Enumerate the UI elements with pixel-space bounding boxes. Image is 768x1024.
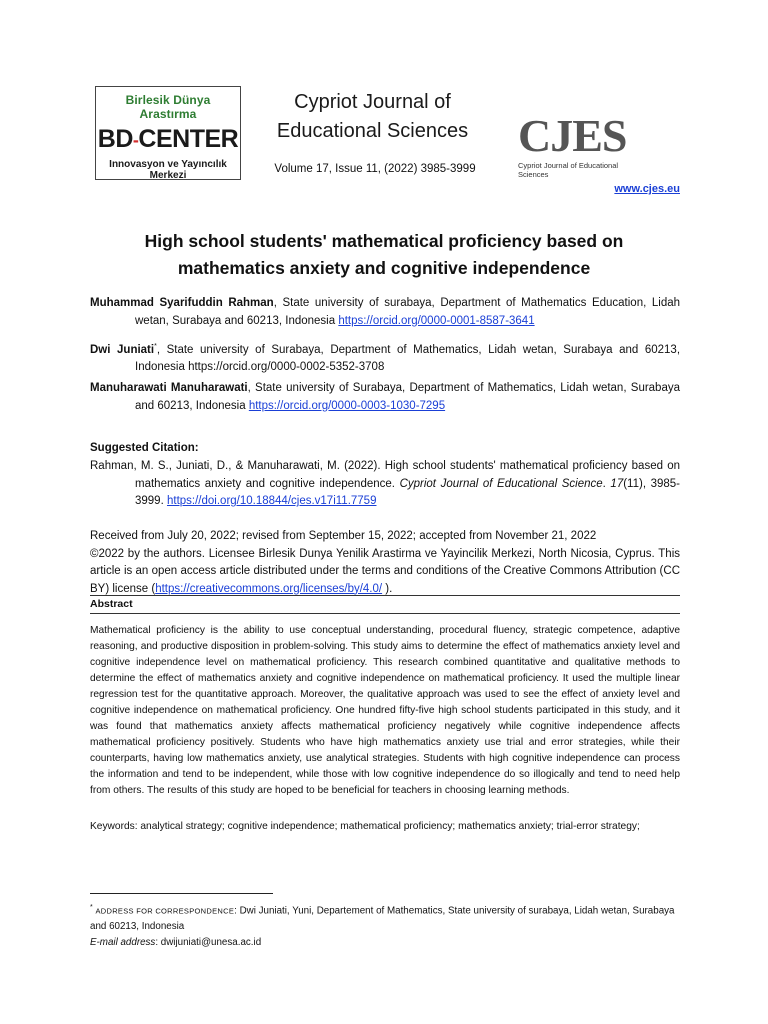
logo-brand-b: CENTER	[138, 125, 239, 153]
article-title-line1: High school students' mathematical proficiency based on	[144, 231, 624, 251]
volume-info: Volume 17, Issue 11, (2022) 3985-3999	[274, 163, 476, 175]
license-link[interactable]: https://creativecommons.org/licenses/by/4.0/	[155, 582, 383, 595]
copyright-close: ).	[382, 582, 393, 595]
bd-center-logo	[95, 86, 241, 180]
corresponding-mark: *	[154, 343, 157, 350]
author-name: Manuharawati Manuharawati	[90, 382, 248, 394]
divider	[90, 595, 680, 596]
logo-brand-dash: -	[132, 129, 139, 150]
email-address: : dwijuniati@unesa.ac.id	[155, 937, 262, 949]
email-line	[90, 935, 680, 951]
author-affiliation: , State university of surabaya, Department of Mathematics Education, Lidah wetan, Surabaya and 60213, Indonesia	[135, 297, 681, 327]
author-name: Muhammad Syarifuddin Rahman	[90, 297, 274, 309]
journal-title-line1: Cypriot Journal of	[294, 91, 451, 113]
doi-link[interactable]: https://doi.org/10.18844/cjes.v17i11.7759	[166, 495, 377, 507]
license-block	[90, 528, 680, 598]
author-entry-2	[90, 338, 680, 377]
logo-line3: Innovasyon ve Yayıncılık Merkezi	[109, 159, 227, 181]
author-name: Dwi Juniati	[90, 343, 155, 356]
copyright-statement: ©2022 by the authors. Licensee Birlesik Dunya Yenilik Arastirma ve Yayincilik Merkezi, North Nicosia, Cyprus. This article is an open access article distributed under the terms and conditions of the Creative Commons Attribution (CC BY) license (	[90, 547, 680, 595]
divider	[90, 613, 680, 614]
article-title-line2: mathematics anxiety and cognitive independence	[177, 258, 591, 278]
cjes-logo-mark: CJES	[518, 110, 627, 161]
received-dates: Received from July 20, 2022; revised from September 15, 2022; accepted from November 21, 2022	[90, 530, 597, 542]
journal-title-line2: Educational Sciences	[276, 120, 469, 142]
author-entry-1	[90, 295, 680, 330]
logo-brand	[96, 125, 240, 154]
citation-journal: Cypriot Journal of Educational Science	[399, 477, 603, 490]
cjes-logo	[518, 110, 650, 179]
footnote	[90, 900, 680, 951]
cjes-logo-subtitle: Cypriot Journal of Educational Sciences	[518, 161, 619, 179]
footnote-mark: *	[90, 904, 93, 911]
correspondence-address	[90, 900, 680, 935]
logo-line1: Birlesik Dünya Arastırma	[125, 93, 211, 121]
abstract-body: Mathematical proficiency is the ability to use conceptual understanding, procedural fluency, strategic competence, adaptive reasoning, and productive disposition in problem-solving. This study aims to determine the effect of mathematics anxiety level and cognitive independence level on mathematical proficiency. This research combined quantitative and qualitative methods to determine the effect of mathematics anxiety and cognitive independence on mathematical proficiency. It used the multiple linear regression test for the quantitative approach. Moreover, the qualitative approach was used to see the effect of anxiety level and cognitive independence on mathematical proficiency. One hundred fifty-five high school students participated in this study, and it was found that mathematics anxiety affects mathematical proficiency negatively while cognitive independence affects mathematical proficiency positively. Students who have high mathematics anxiety use trial and error strategies, while their counterparts, having low mathematics anxiety, use analytical strategies. Students with high cognitive independence can process the information and tend to be independent, while those with low cognitive independence do so illogically and tend to need help from others. The results of this study are hoped to be beneficial for teachers in choosing learning methods.	[90, 625, 680, 796]
author-entry-3	[90, 380, 680, 415]
citation-heading: Suggested Citation:	[90, 442, 199, 454]
keywords: Keywords: analytical strategy; cognitive independence; mathematical proficiency; mathematics anxiety; trial-error strategy;	[90, 821, 640, 832]
footnote-divider	[90, 893, 273, 894]
author-affiliation: , State university of Surabaya, Department of Mathematics, Lidah wetan, Surabaya and 60213, Indonesia https://orcid.org/0000-0002-5352-3708	[135, 343, 681, 374]
citation-part: .	[602, 477, 611, 490]
journal-url-link[interactable]: www.cjes.eu	[614, 183, 680, 195]
email-label: E-mail address	[90, 937, 156, 949]
article-title	[90, 228, 678, 282]
orcid-link[interactable]: https://orcid.org/0000-0003-1030-7295	[248, 399, 446, 412]
correspondence-text: : Dwi Juniati, Yuni, Departement of Mathematics, State university of surabaya, Lidah wetan, Surabaya and 60213, Indonesia	[90, 905, 675, 933]
citation-part: (11), 3985-3999.	[135, 477, 681, 507]
citation-text	[90, 458, 680, 511]
orcid-link[interactable]: https://orcid.org/0000-0001-8587-3641	[338, 314, 535, 327]
abstract-heading: Abstract	[90, 598, 133, 610]
journal-title	[270, 88, 475, 146]
citation-part: Rahman, M. S., Juniati, D., & Manuharawati, M. (2022). High school students' mathematical proficiency based on mathematics anxiety and cognitive independence.	[90, 460, 680, 490]
copyright-text	[90, 546, 680, 599]
citation-volume: 17	[610, 477, 624, 490]
author-affiliation: , State university of Surabaya, Department of Mathematics, Lidah wetan, Surabaya and 60213, Indonesia	[135, 382, 680, 412]
correspondence-label: ADDRESS FOR CORRESPONDENCE	[95, 906, 235, 916]
logo-brand-a: BD	[97, 125, 133, 153]
